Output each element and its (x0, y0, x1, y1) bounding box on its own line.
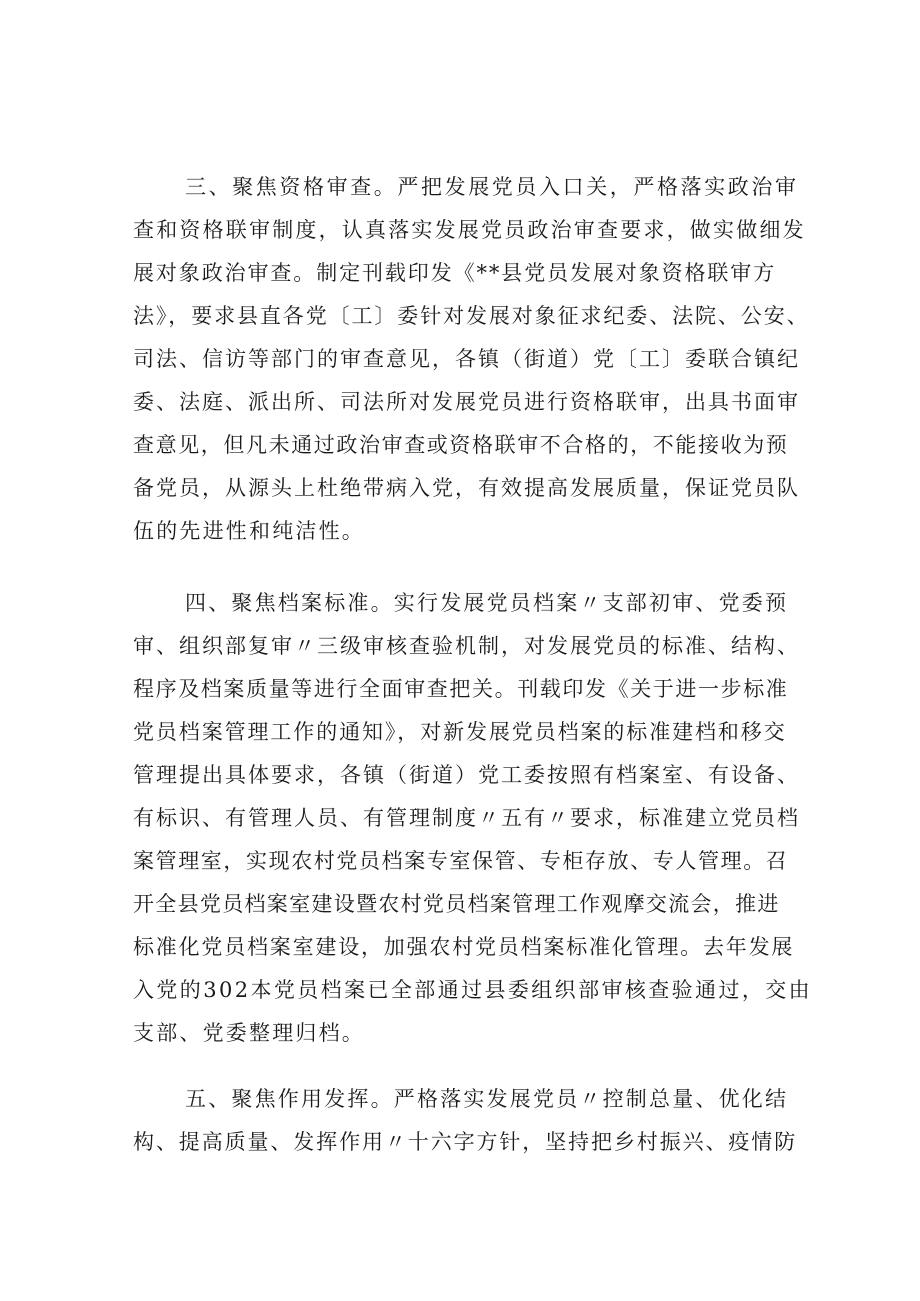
text-line: 管理提出具体要求，各镇（街道）党工委按照有档案室、有设备、 (133, 763, 800, 787)
text-line: 伍的先进性和纯洁性。 (133, 519, 365, 543)
text-line: 程序及档案质量等进行全面审查把关。刊载印发《关于进一步标准 (133, 677, 789, 701)
text-line: 构、提高质量、发挥作用〃十六字方针，坚持把乡村振兴、疫情防 (133, 1130, 798, 1154)
text-line: 查和资格联审制度，认真落实发展党员政治审查要求，做实做细发 (133, 218, 806, 242)
text-line: 党员档案管理工作的通知》，对新发展党员档案的标准建档和移交 (133, 720, 787, 744)
text-line: 司法、信访等部门的审查意见，各镇（街道）党〔工〕委联合镇纪 (133, 347, 800, 371)
text-line: 备党员，从源头上杜绝带病入党，有效提高发展质量，保证党员队 (133, 476, 800, 500)
text-line: 法》，要求县直各党〔工〕委针对发展对象征求纪委、法院、公安、 (133, 304, 810, 328)
text-line: 审、组织部复审〃三级审核查验机制，对发展党员的标准、结构、 (133, 634, 800, 658)
text-line: 支部、党委整理归档。 (133, 1021, 365, 1045)
text-line: 三、聚焦资格审查。严把发展党员入口关，严格落实政治审 (185, 175, 799, 199)
text-line: 展对象政治审查。制定刊载印发《**县党员发展对象资格联审方 (133, 261, 777, 285)
text-line: 四、聚焦档案标准。实行发展党员档案〃支部初审、党委预 (185, 591, 789, 615)
text-line: 五、聚焦作用发挥。严格落实发展党员〃控制总量、优化结 (185, 1087, 789, 1111)
text-line: 有标识、有管理人员、有管理制度〃五有〃要求，标准建立党员档 (133, 806, 800, 830)
text-line: 案管理室，实现农村党员档案专室保管、专柜存放、专人管理。召 (133, 849, 789, 873)
text-line: 标准化党员档案室建设，加强农村党员档案标准化管理。去年发展 (133, 935, 795, 959)
text-line: 开全县党员档案室建设暨农村党员档案管理工作观摩交流会，推进 (133, 892, 780, 916)
text-line: 委、法庭、派出所、司法所对发展党员进行资格联审，出具书面审 (133, 390, 800, 414)
text-line: 查意见，但凡未通过政治审查或资格联审不合格的，不能接收为预 (133, 433, 789, 457)
text-line: 入党的302本党员档案已全部通过县委组织部审核查验通过，交由 (133, 978, 813, 1002)
